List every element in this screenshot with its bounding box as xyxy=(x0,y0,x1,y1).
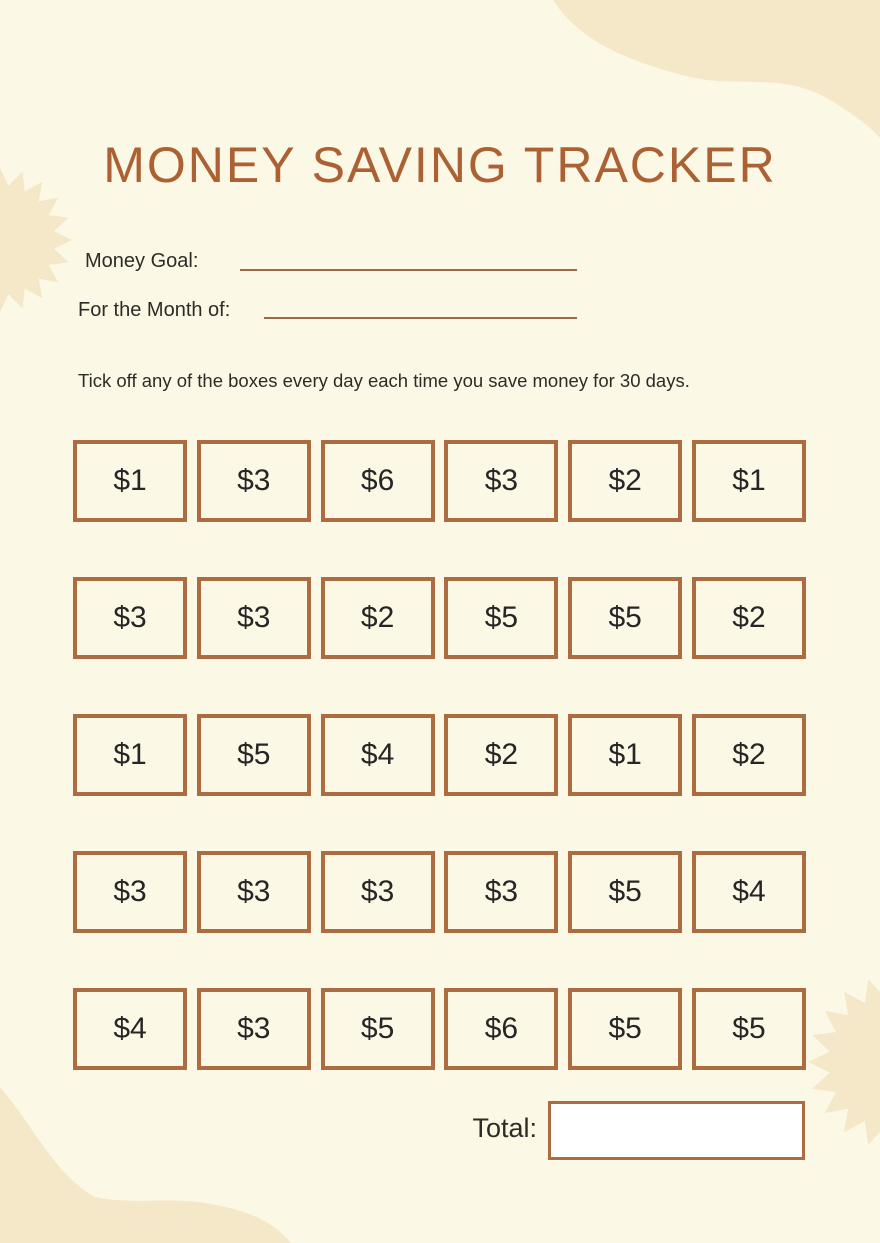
money-box[interactable]: $4 xyxy=(692,851,806,933)
money-box[interactable]: $2 xyxy=(568,440,682,522)
money-box[interactable]: $5 xyxy=(197,714,311,796)
money-box[interactable]: $5 xyxy=(568,577,682,659)
money-goal-label: Money Goal: xyxy=(85,250,199,272)
money-box[interactable]: $1 xyxy=(692,440,806,522)
month-input-line[interactable] xyxy=(264,317,577,319)
month-label: For the Month of: xyxy=(78,299,231,321)
money-box[interactable]: $3 xyxy=(197,577,311,659)
money-box[interactable]: $3 xyxy=(73,851,187,933)
page-title: MONEY SAVING TRACKER xyxy=(103,137,777,193)
money-box[interactable]: $5 xyxy=(568,988,682,1070)
money-box[interactable]: $2 xyxy=(444,714,558,796)
total-input-box[interactable] xyxy=(548,1101,805,1160)
money-box[interactable]: $3 xyxy=(73,577,187,659)
money-goal-input-line[interactable] xyxy=(240,269,577,271)
money-box[interactable]: $6 xyxy=(444,988,558,1070)
money-box[interactable]: $3 xyxy=(321,851,435,933)
money-box[interactable]: $1 xyxy=(73,714,187,796)
money-box[interactable]: $5 xyxy=(444,577,558,659)
instruction-text: Tick off any of the boxes every day each time you save money for 30 days. xyxy=(78,370,690,391)
savings-grid xyxy=(73,440,806,1070)
money-box[interactable]: $2 xyxy=(692,714,806,796)
money-box[interactable]: $5 xyxy=(692,988,806,1070)
money-box[interactable]: $2 xyxy=(692,577,806,659)
money-box[interactable]: $1 xyxy=(73,440,187,522)
money-box[interactable]: $3 xyxy=(197,851,311,933)
money-box[interactable]: $5 xyxy=(321,988,435,1070)
money-box[interactable]: $4 xyxy=(321,714,435,796)
money-box[interactable]: $6 xyxy=(321,440,435,522)
money-box[interactable]: $2 xyxy=(321,577,435,659)
money-box[interactable]: $3 xyxy=(444,440,558,522)
money-box[interactable]: $3 xyxy=(197,988,311,1070)
money-box[interactable]: $3 xyxy=(197,440,311,522)
money-box[interactable]: $5 xyxy=(568,851,682,933)
money-box[interactable]: $1 xyxy=(568,714,682,796)
money-box[interactable]: $4 xyxy=(73,988,187,1070)
total-label: Total: xyxy=(472,1113,537,1143)
money-box[interactable]: $3 xyxy=(444,851,558,933)
